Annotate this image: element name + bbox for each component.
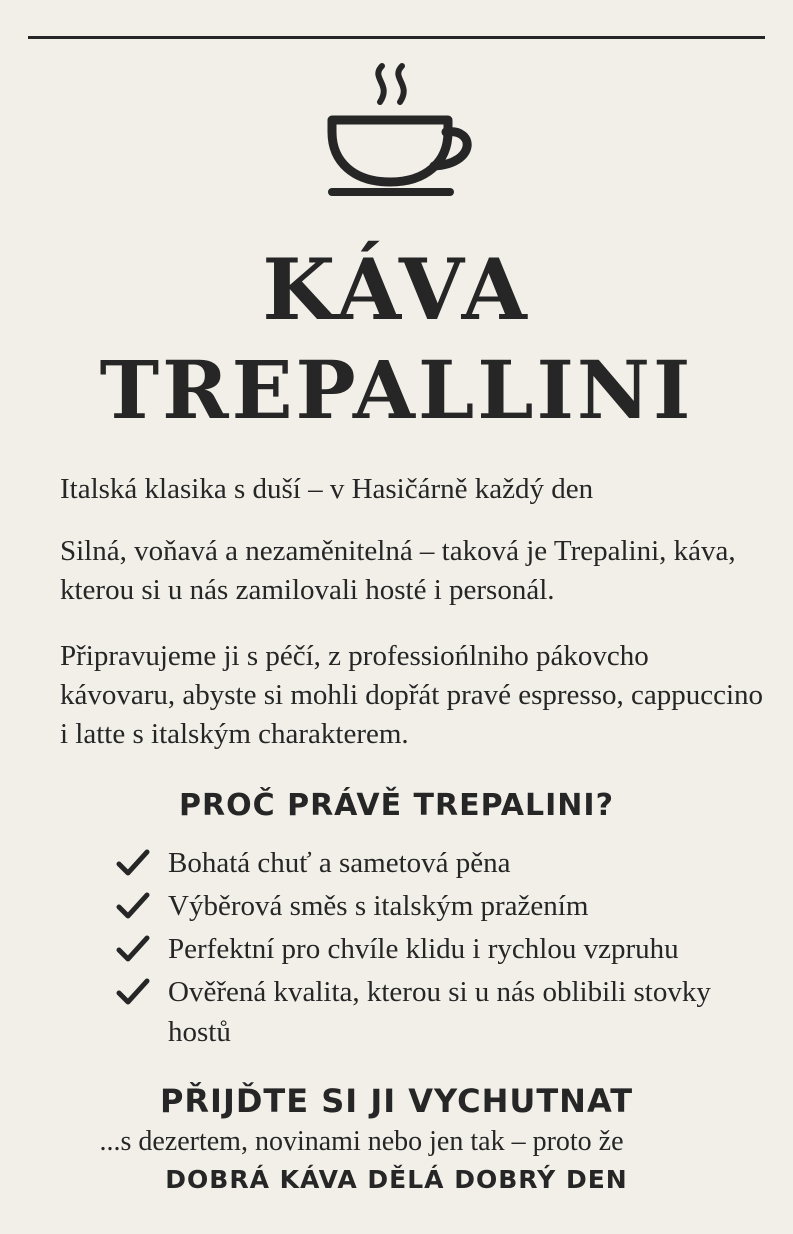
benefit-text: Výběrová směs s italským pražením — [168, 890, 589, 922]
subtitle: Italská klasika s duší – v Hasičárně každý den — [60, 473, 594, 505]
tagline-line-2: DOBRÁ KÁVA DĚLÁ DOBRÝ DEN — [165, 1165, 628, 1194]
benefit-item — [116, 929, 776, 969]
coffee-cup-icon — [326, 62, 478, 202]
why-heading: PROČ PRÁVĚ TREPALINI? — [179, 788, 614, 823]
title-line-2: TREPALLINI — [99, 343, 694, 437]
checkmark-icon — [116, 978, 150, 1006]
preparation-paragraph: Připravujeme ji s péčí, z professiońlniho pákovcho kávovaru, abyste si mohli dopřát pravé espresso, cappuccino i latte s italským charakterem. — [60, 640, 764, 750]
top-divider — [28, 36, 765, 39]
benefit-text: Ověřená kvalita, kterou si u nás oblibili stovky hostů — [168, 976, 711, 1048]
benefit-text: Bohatá chuť a sametová pěna — [168, 847, 511, 879]
title-line-1: KÁVA — [262, 240, 531, 339]
tagline-line-1: ...s dezertem, novinami nebo jen tak – proto že — [99, 1126, 624, 1157]
benefit-item — [116, 972, 776, 1052]
benefit-item — [116, 886, 776, 926]
visit-heading: PŘIJĎTE SI JI VYCHUTNAT — [159, 1082, 634, 1120]
benefit-text: Perfektní pro chvíle klidu i rychlou vzpruhu — [168, 933, 679, 965]
checkmark-icon — [116, 935, 150, 963]
checkmark-icon — [116, 849, 150, 877]
benefit-item — [116, 843, 776, 883]
intro-paragraph: Silná, voňavá a nezaměnitelná – taková je Trepalini, káva, kterou si u nás zamilovali hosté i personál. — [60, 535, 736, 606]
checkmark-icon — [116, 892, 150, 920]
benefits-list — [116, 843, 776, 1055]
